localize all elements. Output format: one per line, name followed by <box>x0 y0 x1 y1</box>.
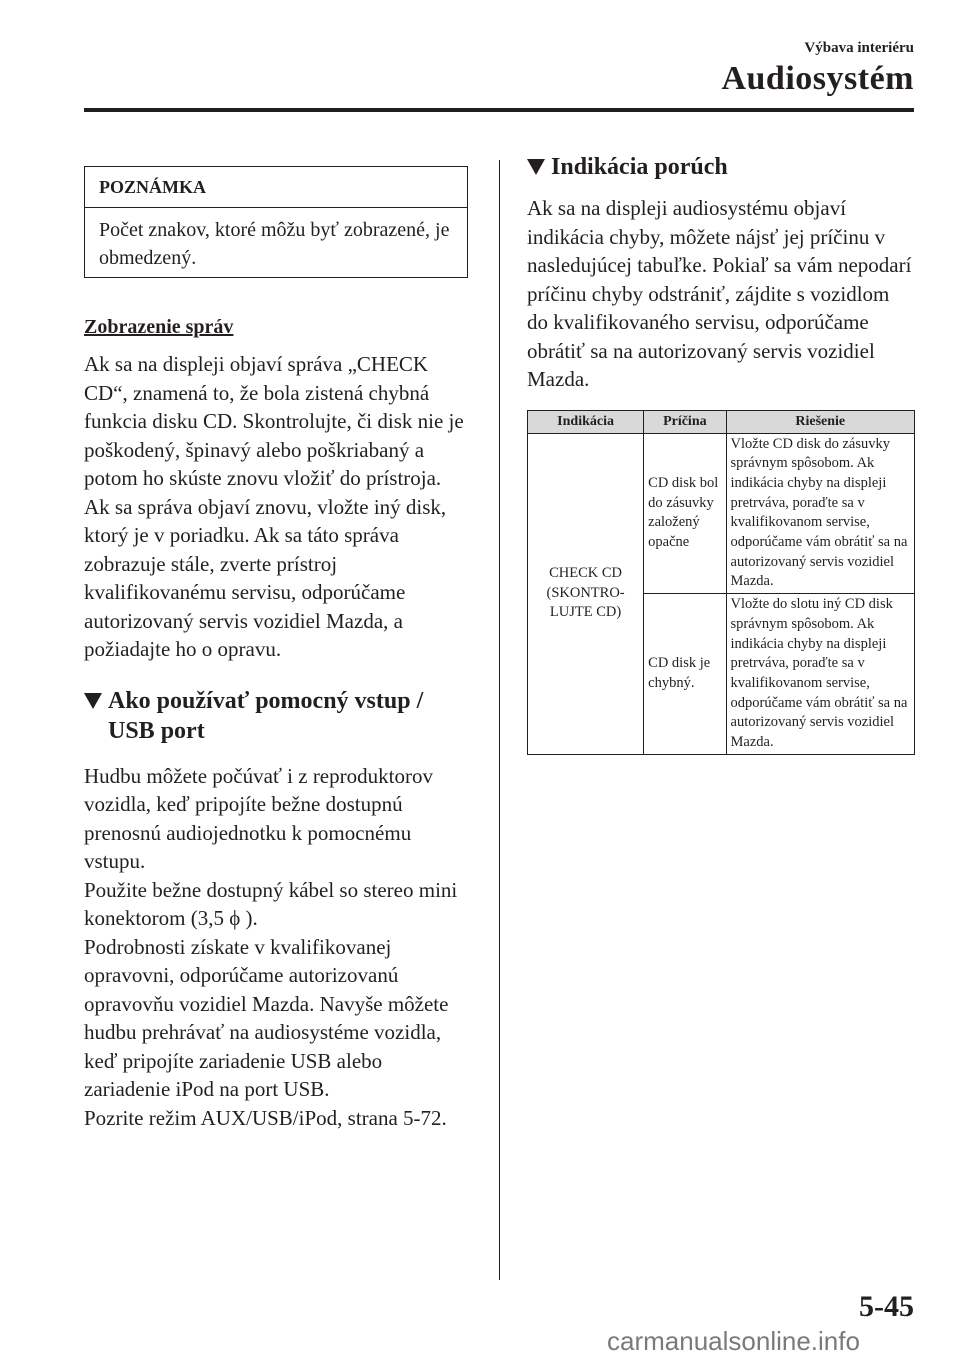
aux-paragraph-4: Pozrite režim AUX/USB/iPod, strana 5-72. <box>84 1105 447 1130</box>
indication-cell: CHECK CD (SKONTRO-LUJTE CD) <box>528 433 644 754</box>
messages-heading: Zobrazenie správ <box>84 316 234 338</box>
watermark: carmanualsonline.info <box>607 1326 860 1356</box>
aux-heading-line2: USB port <box>108 717 205 744</box>
aux-paragraph-1: Hudbu môžete počúvať i z reproduktorov vozidla, keď pripojíte bežne dostupnú prenosnú audiojednotku k pomocnému vstupu. <box>84 763 433 873</box>
col-header-solution: Riešenie <box>726 410 914 433</box>
header-rule <box>84 108 914 112</box>
faults-heading-text: Indikácia porúch <box>551 154 728 180</box>
page-title: Audiosystém <box>721 60 914 97</box>
note-box <box>84 166 468 278</box>
solution-cell: Vložte CD disk do zásuvky správnym spôsobom. Ak indikácia chyby na displeji pretrváva, poraďte sa v kvalifikovanom servise, odporúčame vám obrátiť sa na autorizovaný servis vozidiel Mazda. <box>726 433 914 594</box>
messages-text: Ak sa na displeji objaví správa „CHECK CD“, znamená to, že bola zistená chybná funkcia disku CD. Skontrolujte, či disk nie je poškodený, špinavý alebo poškriabaný a potom ho skúste znovu vložiť do prístroja. Ak sa správa objaví znovu, vložte iný disk, ktorý je v poriadku. Ak sa táto správa zobrazuje stále, zverte prístroj kvalifikovanému servisu, odporúčame autorizovaný servis vozidiel Mazda, a požiadajte ho o opravu. <box>84 352 464 661</box>
aux-heading <box>84 686 470 746</box>
solution-cell: Vložte do slotu iný CD disk správnym spôsobom. Ak indikácia chyby na displeji pretrváva, poraďte sa v kvalifikovanom servise, odporúčame vám obrátiť sa na autorizovaný servis vozidiel Mazda. <box>726 594 914 755</box>
note-text: Počet znakov, ktoré môžu byť zobrazené, je obmedzený. <box>99 219 450 269</box>
note-title: POZNÁMKA <box>85 167 467 208</box>
faults-text: Ak sa na displeji audiosystému objaví indikácia chyby, môžete nájsť jej príčinu v nasledujúcej tabuľke. Pokiaľ sa vám nepodarí príčinu chyby odstrániť, zájdite s vozidlom do kvalifikovaného servisu, odporúčame obrátiť sa na autorizovaný servis vozidiel Mazda. <box>527 196 912 391</box>
aux-paragraph-2: Použite bežne dostupný kábel so stereo mini konektorom (3,5 ϕ ). <box>84 877 458 930</box>
aux-text <box>84 762 470 1133</box>
fault-table <box>527 410 915 755</box>
left-column <box>84 166 470 1132</box>
cause-cell: CD disk bol do zásuvky založený opačne <box>644 433 726 594</box>
section-label: Výbava interiéru <box>804 40 914 56</box>
col-header-indication: Indikácia <box>528 410 644 433</box>
triangle-bullet-icon <box>84 693 102 709</box>
page-number: 5-45 <box>859 1290 914 1323</box>
aux-heading-text <box>108 686 423 746</box>
col-header-cause: Príčina <box>644 410 726 433</box>
column-divider <box>499 160 500 1280</box>
triangle-bullet-icon <box>527 159 545 175</box>
table-row <box>528 433 915 594</box>
faults-heading <box>527 152 915 182</box>
right-column <box>527 152 915 755</box>
aux-heading-line1: Ako používať pomocný vstup / <box>108 687 424 714</box>
cause-cell: CD disk je chybný. <box>644 594 726 755</box>
aux-paragraph-3: Podrobnosti získate v kvalifikovanej opravovni, odporúčame autorizovanú opravovňu vozidiel Mazda. Navyše môžete hudbu prehrávať na audiosystéme vozidla, keď pripojíte zariadenie USB alebo zariadenie iPod na port USB. <box>84 934 449 1101</box>
table-header-row <box>528 410 915 433</box>
